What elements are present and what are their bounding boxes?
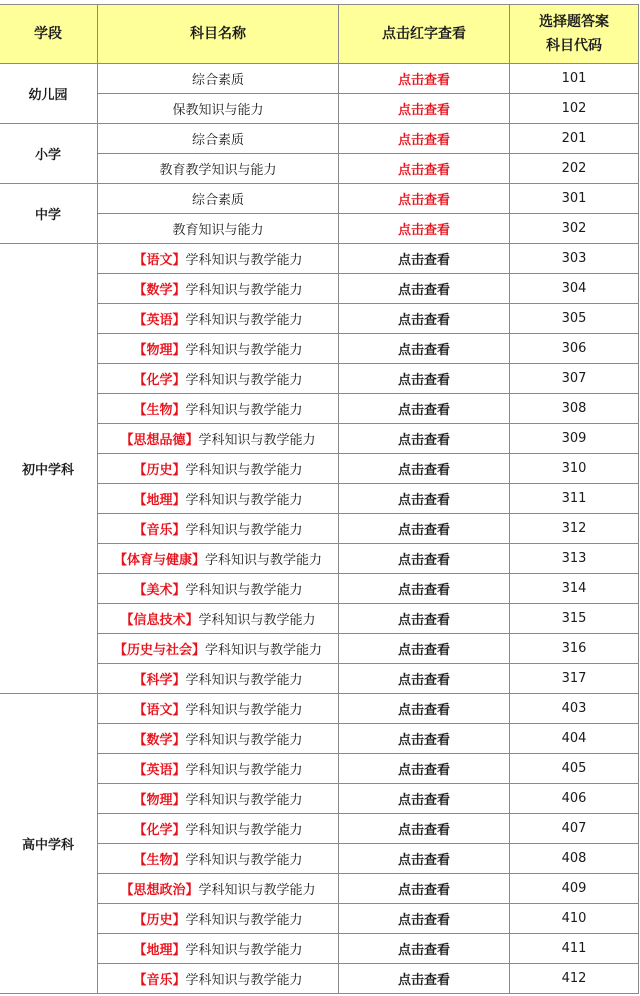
subject-code: 312 (510, 514, 639, 544)
subject-name-cell (98, 64, 339, 94)
header-stage: 学段 (0, 5, 98, 64)
subject-name: 学科知识与教学能力 (198, 883, 316, 898)
subject-code: 301 (510, 184, 639, 214)
subject-tag[interactable]: 【思想品德】 (120, 433, 199, 448)
view-link[interactable]: 点击查看 (339, 154, 510, 184)
subject-name-cell (98, 244, 339, 274)
subject-code: 302 (510, 214, 639, 244)
subject-code: 408 (510, 844, 639, 874)
subject-code: 314 (510, 574, 639, 604)
header-link: 点击红字查看 (339, 5, 510, 64)
subject-name-cell (98, 304, 339, 334)
subject-name: 学科知识与教学能力 (185, 493, 303, 508)
subject-code: 202 (510, 154, 639, 184)
subject-code: 411 (510, 934, 639, 964)
subject-code: 409 (510, 874, 639, 904)
subject-name-cell (98, 874, 339, 904)
table-body (0, 64, 639, 994)
stage-cell: 初中学科 (0, 244, 98, 694)
subject-name: 学科知识与教学能力 (185, 823, 303, 838)
header-code (510, 5, 639, 64)
subject-name-cell (98, 964, 339, 994)
subject-code: 306 (510, 334, 639, 364)
subject-name: 学科知识与教学能力 (185, 373, 303, 388)
subject-tag[interactable]: 【化学】 (133, 823, 186, 838)
subject-name-cell (98, 94, 339, 124)
view-link[interactable]: 点击查看 (339, 424, 510, 454)
view-link[interactable]: 点击查看 (339, 274, 510, 304)
header-code-line2: 科目代码 (546, 38, 602, 54)
view-link[interactable]: 点击查看 (339, 454, 510, 484)
view-link[interactable]: 点击查看 (339, 964, 510, 994)
subject-name: 综合素质 (191, 193, 244, 208)
subject-tag[interactable]: 【历史与社会】 (113, 643, 205, 658)
subject-name-cell (98, 814, 339, 844)
subject-name: 学科知识与教学能力 (185, 343, 303, 358)
subject-name: 学科知识与教学能力 (185, 673, 303, 688)
subject-name-cell (98, 424, 339, 454)
header-name: 科目名称 (98, 5, 339, 64)
subject-name-cell (98, 604, 339, 634)
subject-tag[interactable]: 【信息技术】 (120, 613, 199, 628)
subject-name-cell (98, 454, 339, 484)
view-link[interactable]: 点击查看 (339, 304, 510, 334)
view-link[interactable]: 点击查看 (339, 514, 510, 544)
subject-code: 410 (510, 904, 639, 934)
subject-name: 学科知识与教学能力 (185, 973, 303, 988)
subject-name: 学科知识与教学能力 (185, 253, 303, 268)
subject-code: 412 (510, 964, 639, 994)
subject-table (0, 4, 639, 994)
subject-tag[interactable]: 【数学】 (133, 733, 186, 748)
subject-name: 学科知识与教学能力 (185, 763, 303, 778)
subject-code: 309 (510, 424, 639, 454)
subject-name-cell (98, 274, 339, 304)
view-link[interactable]: 点击查看 (339, 574, 510, 604)
subject-name-cell (98, 514, 339, 544)
subject-code: 407 (510, 814, 639, 844)
view-link[interactable]: 点击查看 (339, 664, 510, 694)
subject-name-cell (98, 844, 339, 874)
view-link[interactable]: 点击查看 (339, 244, 510, 274)
subject-name-cell (98, 934, 339, 964)
view-link[interactable]: 点击查看 (339, 604, 510, 634)
view-link[interactable]: 点击查看 (339, 694, 510, 724)
subject-name: 学科知识与教学能力 (185, 943, 303, 958)
subject-name: 学科知识与教学能力 (185, 313, 303, 328)
view-link[interactable]: 点击查看 (339, 64, 510, 94)
subject-name-cell (98, 124, 339, 154)
subject-tag[interactable]: 【生物】 (133, 403, 186, 418)
view-link[interactable]: 点击查看 (339, 124, 510, 154)
subject-code: 307 (510, 364, 639, 394)
view-link[interactable]: 点击查看 (339, 184, 510, 214)
subject-name-cell (98, 214, 339, 244)
view-link[interactable]: 点击查看 (339, 394, 510, 424)
subject-code: 317 (510, 664, 639, 694)
table-row (0, 244, 639, 274)
subject-name: 教育教学知识与能力 (159, 163, 277, 178)
subject-name: 学科知识与教学能力 (198, 613, 316, 628)
view-link[interactable]: 点击查看 (339, 544, 510, 574)
subject-name-cell (98, 334, 339, 364)
view-link[interactable]: 点击查看 (339, 634, 510, 664)
stage-cell: 幼儿园 (0, 64, 98, 124)
view-link[interactable]: 点击查看 (339, 874, 510, 904)
view-link[interactable]: 点击查看 (339, 334, 510, 364)
subject-tag[interactable]: 【科学】 (133, 673, 186, 688)
header-code-line1: 选择题答案 (539, 14, 609, 30)
table-row (0, 64, 639, 94)
subject-tag[interactable]: 【物理】 (133, 793, 186, 808)
subject-name-cell (98, 724, 339, 754)
subject-tag[interactable]: 【音乐】 (133, 973, 186, 988)
view-link[interactable]: 点击查看 (339, 934, 510, 964)
view-link[interactable]: 点击查看 (339, 844, 510, 874)
subject-name-cell (98, 154, 339, 184)
subject-tag[interactable]: 【历史】 (133, 913, 186, 928)
subject-code: 315 (510, 604, 639, 634)
view-link[interactable]: 点击查看 (339, 754, 510, 784)
subject-name-cell (98, 694, 339, 724)
subject-name: 学科知识与教学能力 (185, 583, 303, 598)
subject-name-cell (98, 184, 339, 214)
view-link[interactable]: 点击查看 (339, 364, 510, 394)
view-link[interactable]: 点击查看 (339, 784, 510, 814)
subject-code: 406 (510, 784, 639, 814)
view-link[interactable]: 点击查看 (339, 94, 510, 124)
subject-name: 教育知识与能力 (172, 223, 264, 238)
view-link[interactable]: 点击查看 (339, 484, 510, 514)
subject-name-cell (98, 544, 339, 574)
subject-code: 305 (510, 304, 639, 334)
subject-name: 学科知识与教学能力 (185, 853, 303, 868)
stage-cell: 高中学科 (0, 694, 98, 994)
subject-code: 405 (510, 754, 639, 784)
subject-name-cell (98, 394, 339, 424)
view-link[interactable]: 点击查看 (339, 214, 510, 244)
subject-name: 综合素质 (191, 133, 244, 148)
subject-name: 综合素质 (191, 73, 244, 88)
subject-name: 学科知识与教学能力 (185, 403, 303, 418)
subject-tag[interactable]: 【化学】 (133, 373, 186, 388)
subject-name: 学科知识与教学能力 (185, 703, 303, 718)
stage-cell: 中学 (0, 184, 98, 244)
subject-name-cell (98, 484, 339, 514)
subject-name-cell (98, 574, 339, 604)
subject-code: 102 (510, 94, 639, 124)
subject-name: 学科知识与教学能力 (185, 523, 303, 538)
subject-tag[interactable]: 【英语】 (133, 763, 186, 778)
subject-name: 学科知识与教学能力 (205, 553, 323, 568)
view-link[interactable]: 点击查看 (339, 904, 510, 934)
subject-tag[interactable]: 【体育与健康】 (113, 553, 205, 568)
subject-tag[interactable]: 【思想政治】 (120, 883, 199, 898)
subject-tag[interactable]: 【英语】 (133, 313, 186, 328)
subject-tag[interactable]: 【地理】 (133, 943, 186, 958)
subject-name: 学科知识与教学能力 (185, 463, 303, 478)
table-row (0, 694, 639, 724)
subject-tag[interactable]: 【美术】 (133, 583, 186, 598)
subject-code: 313 (510, 544, 639, 574)
subject-tag[interactable]: 【地理】 (133, 493, 186, 508)
subject-name-cell (98, 784, 339, 814)
subject-name: 学科知识与教学能力 (185, 283, 303, 298)
subject-code: 316 (510, 634, 639, 664)
view-link[interactable]: 点击查看 (339, 814, 510, 844)
subject-tag[interactable]: 【语文】 (133, 253, 186, 268)
subject-tag[interactable]: 【生物】 (133, 853, 186, 868)
subject-code: 403 (510, 694, 639, 724)
subject-tag[interactable]: 【历史】 (133, 463, 186, 478)
subject-tag[interactable]: 【物理】 (133, 343, 186, 358)
subject-name: 学科知识与教学能力 (185, 793, 303, 808)
subject-code: 311 (510, 484, 639, 514)
table-row (0, 184, 639, 214)
subject-tag[interactable]: 【语文】 (133, 703, 186, 718)
header-row (0, 5, 639, 64)
subject-tag[interactable]: 【音乐】 (133, 523, 186, 538)
view-link[interactable]: 点击查看 (339, 724, 510, 754)
subject-tag[interactable]: 【数学】 (133, 283, 186, 298)
subject-name: 学科知识与教学能力 (185, 913, 303, 928)
subject-name: 学科知识与教学能力 (205, 643, 323, 658)
subject-name-cell (98, 664, 339, 694)
stage-cell: 小学 (0, 124, 98, 184)
subject-name-cell (98, 904, 339, 934)
subject-code: 310 (510, 454, 639, 484)
table-row (0, 124, 639, 154)
subject-code: 101 (510, 64, 639, 94)
subject-code: 303 (510, 244, 639, 274)
subject-name-cell (98, 634, 339, 664)
subject-name-cell (98, 364, 339, 394)
subject-name-cell (98, 754, 339, 784)
subject-name: 保教知识与能力 (172, 103, 264, 118)
subject-code: 304 (510, 274, 639, 304)
subject-code: 201 (510, 124, 639, 154)
subject-name: 学科知识与教学能力 (185, 733, 303, 748)
subject-code: 404 (510, 724, 639, 754)
subject-code: 308 (510, 394, 639, 424)
subject-name: 学科知识与教学能力 (198, 433, 316, 448)
